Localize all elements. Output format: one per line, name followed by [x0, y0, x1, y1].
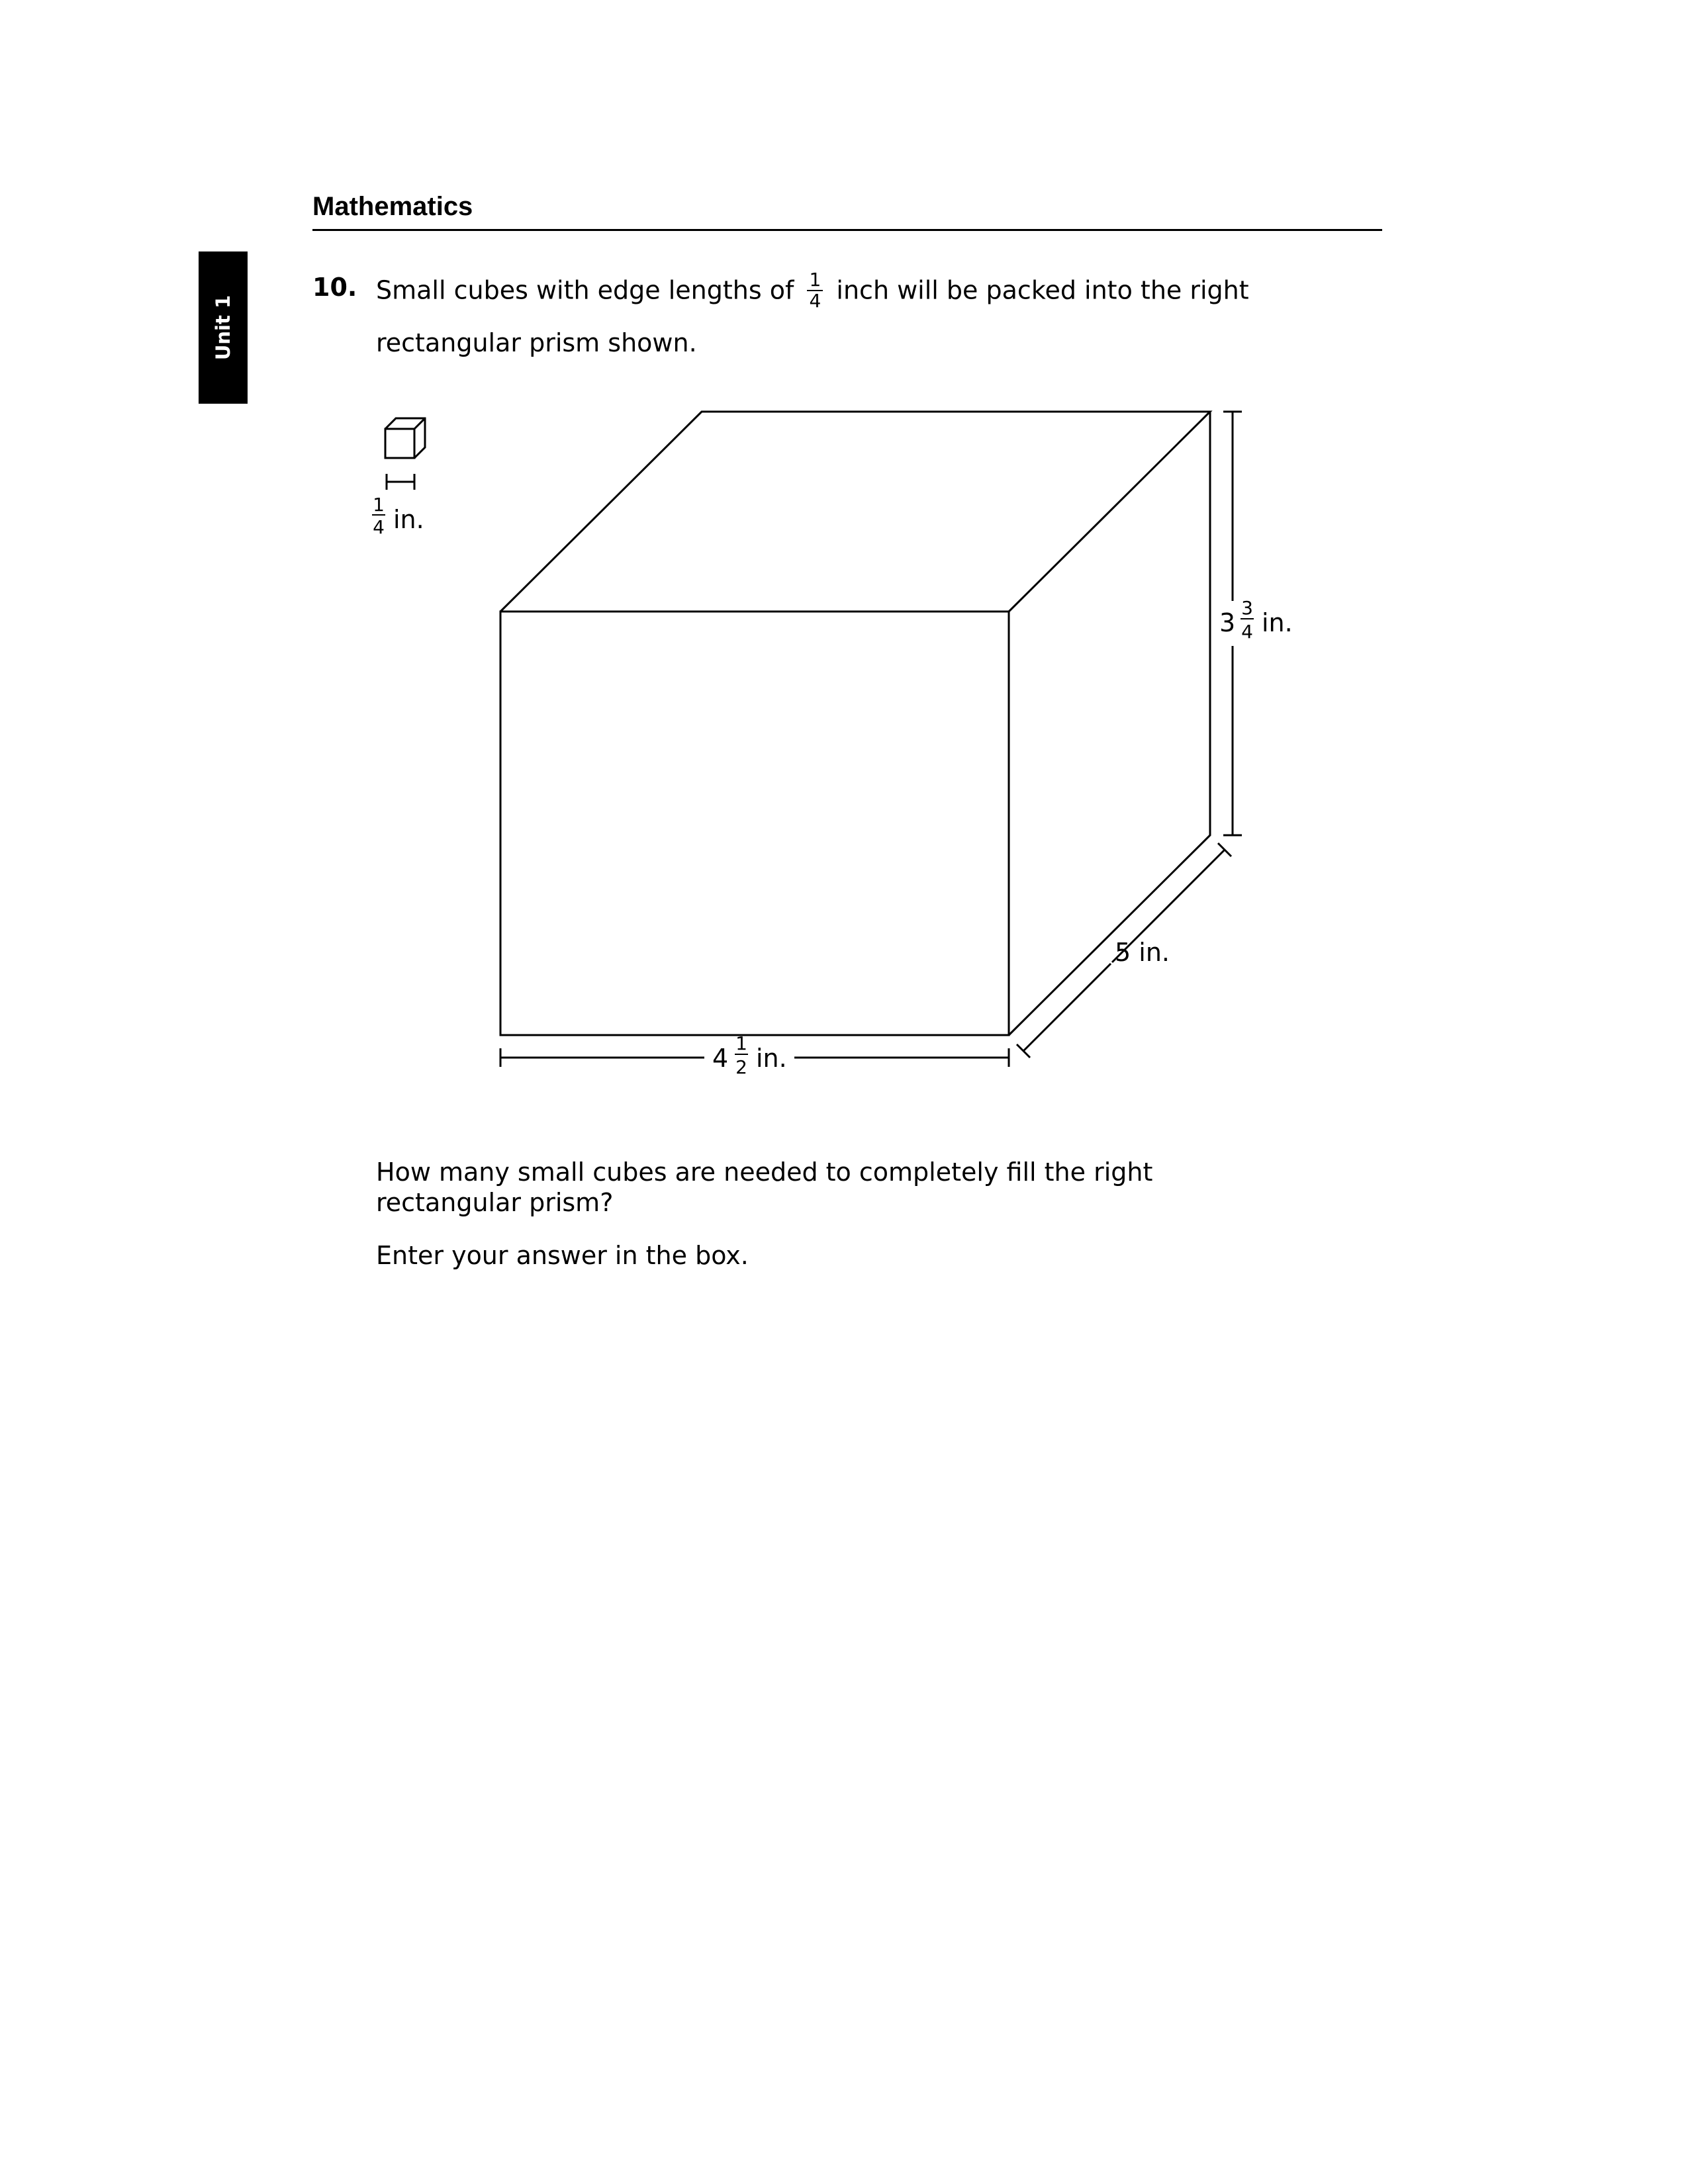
height-label	[1219, 597, 1293, 643]
width-dimension-line	[500, 1048, 1009, 1067]
question-text-before-fraction: Small cubes with edge lengths of	[376, 275, 794, 305]
width-label	[712, 1032, 787, 1078]
prompt-line-2: rectangular prism?	[376, 1188, 614, 1217]
question-fraction-denominator: 4	[807, 290, 823, 311]
width-label-numerator: 1	[735, 1032, 747, 1054]
small-cube-label	[372, 494, 424, 538]
page-header-title: Mathematics	[312, 192, 473, 221]
depth-label: 5 in.	[1115, 938, 1170, 967]
height-label-numerator: 3	[1241, 597, 1253, 619]
answer-instruction: Enter your answer in the box.	[376, 1241, 749, 1270]
small-cube-label-denominator: 4	[373, 516, 385, 538]
prism-side-face	[1009, 412, 1210, 1035]
height-label-whole: 3	[1219, 608, 1236, 637]
question-text-after-fraction: inch will be packed into the right	[836, 275, 1249, 305]
width-label-whole: 4	[712, 1044, 729, 1073]
small-cube-icon	[385, 418, 425, 458]
prompt-line-1: How many small cubes are needed to completely fill the right	[376, 1158, 1153, 1187]
prism-front-face	[500, 612, 1009, 1035]
height-label-unit: in.	[1262, 608, 1293, 637]
small-cube-dimension-bar	[387, 474, 414, 490]
small-cube-label-numerator: 1	[373, 494, 385, 516]
width-label-unit: in.	[756, 1044, 787, 1073]
question-fraction-numerator: 1	[809, 269, 821, 291]
height-label-denominator: 4	[1241, 621, 1253, 643]
small-cube-label-unit: in.	[393, 505, 424, 534]
question-number: 10.	[312, 273, 357, 302]
width-label-denominator: 2	[735, 1056, 747, 1078]
prism-top-face	[500, 412, 1210, 612]
unit-tab-label: Unit 1	[212, 295, 234, 361]
question-text-line-2: rectangular prism shown.	[376, 328, 697, 357]
